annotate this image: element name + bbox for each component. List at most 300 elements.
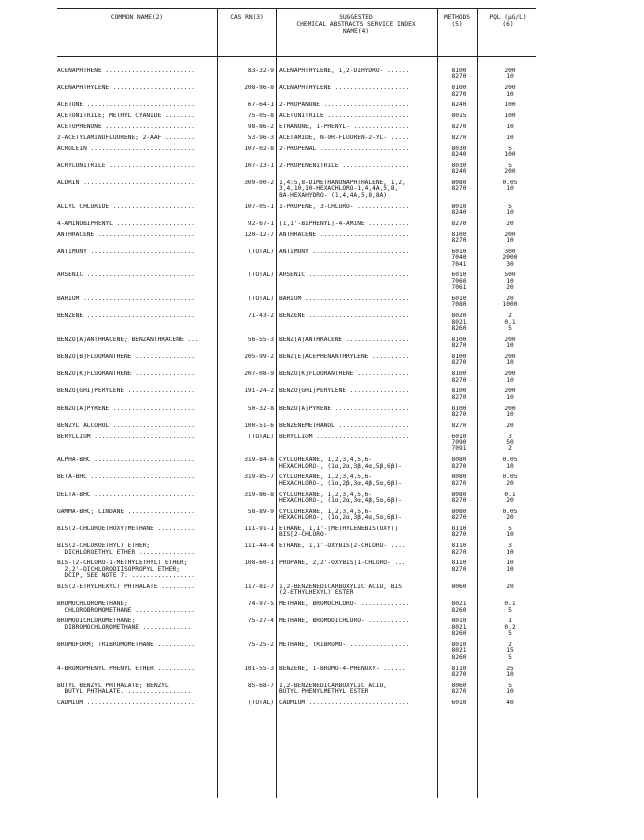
methods-cell-line: 8270 (451, 393, 467, 401)
cas-rn-cell-line: 319-85-7 (244, 474, 274, 481)
cas-rn-cell-line: 191-24-2 (244, 388, 274, 395)
common-name-cell-line: 4-AMINOBIPHENYL ..................... (57, 220, 195, 227)
index-name-cell (279, 135, 437, 141)
header-bottom-rule (57, 56, 536, 57)
cas-rn-cell (218, 249, 274, 255)
methods-cell (440, 618, 478, 637)
table-row (0, 124, 644, 130)
pql-cell-line: 5 (508, 526, 512, 532)
pql-cell-line: 20 (506, 422, 514, 429)
index-name-cell (279, 337, 437, 343)
cas-rn-cell-line: 107-05-1 (244, 203, 274, 210)
common-name-cell-line: CADMIUM ............................. (57, 700, 195, 706)
common-name-cell (57, 683, 215, 696)
methods-cell (440, 700, 478, 706)
common-name-cell-line: BENZO[A]PYRENE ...................... (57, 405, 195, 412)
index-name-cell-line: CYCLOHEXANE, 1,2,3,4,5,6- (279, 491, 373, 498)
cas-rn-cell-line: (TOTAL) (247, 272, 274, 279)
cas-rn-cell (218, 354, 274, 360)
pql-cell (480, 371, 540, 384)
methods-cell-line: 8020 (451, 313, 467, 320)
common-name-cell-line: DIBROMOCHLOROMETHANE ............. (57, 623, 192, 631)
methods-cell-line: 8010 (451, 618, 467, 625)
common-name-cell (57, 601, 215, 614)
common-name-cell-line: BUTYL PHTHALATE. ................. (57, 688, 192, 696)
pql-cell-line: 20 (506, 479, 514, 487)
cas-rn-cell-line: 75-05-8 (247, 113, 274, 120)
header-cas-rn: CAS RN(3) (230, 14, 264, 21)
common-name-cell (57, 666, 215, 672)
methods-cell-line: 8270 (451, 548, 467, 556)
cas-rn-cell-line: 111-44-4 (244, 543, 274, 550)
index-name-cell (279, 249, 437, 255)
methods-cell-line: 8015 (451, 113, 467, 120)
methods-cell-line: 6010 (451, 433, 467, 440)
methods-cell (440, 296, 478, 309)
cas-rn-cell (218, 232, 274, 238)
methods-cell (440, 371, 478, 384)
methods-cell-line: 8270 (451, 90, 467, 98)
cas-rn-cell (218, 296, 274, 302)
common-name-cell-line: 4-BROMOPHENYL PHENYL ETHER .......... (57, 665, 195, 672)
methods-cell (440, 423, 478, 429)
pql-cell-line: 10 (506, 236, 514, 244)
pql-cell (480, 509, 540, 522)
methods-cell-line: 8100 (451, 354, 467, 360)
common-name-cell-line: ACRYLONITRILE ....................... (57, 162, 195, 169)
index-name-cell (279, 113, 437, 119)
common-name-cell-line: DELTA-BHC ........................... (57, 491, 195, 498)
pql-cell (480, 221, 540, 227)
pql-cell-line: 2 (508, 445, 512, 453)
cas-rn-cell-line: 107-02-8 (244, 145, 274, 152)
pql-cell-line: 10 (506, 548, 514, 556)
cas-rn-cell (218, 601, 274, 607)
cas-rn-cell-line: 207-08-9 (244, 371, 274, 378)
cas-rn-cell-line: (TOTAL) (247, 296, 274, 302)
methods-cell (440, 457, 478, 470)
pql-cell (480, 249, 540, 268)
methods-cell-line: 8270 (451, 422, 467, 429)
common-name-cell (57, 457, 215, 463)
methods-cell-line: 8021 (451, 623, 467, 631)
cas-rn-cell-line: 83-32-9 (247, 68, 274, 74)
methods-cell-line: 8260 (451, 653, 467, 661)
common-name-cell (57, 146, 215, 152)
index-name-cell-line: BENZ[A]ANTHRACENE ................. (279, 336, 410, 343)
common-name-cell (57, 296, 215, 302)
methods-cell (440, 666, 478, 679)
pql-cell-line: 200 (504, 168, 516, 176)
cas-rn-cell-line: 319-86-8 (244, 491, 274, 498)
table-row (0, 296, 644, 309)
pql-cell-line: 20 (506, 514, 514, 522)
common-name-cell (57, 232, 215, 238)
pql-cell-line: 10 (506, 531, 514, 539)
index-name-cell-line: HEXACHLORO-, (1α,2β,3α,4β,5α,6β)- (279, 479, 402, 487)
pql-cell-line: 100 (504, 102, 516, 109)
pql-cell-line: 10 (506, 393, 514, 401)
methods-cell-line: 8110 (451, 665, 467, 672)
methods-cell (440, 102, 478, 108)
index-name-cell (279, 354, 437, 360)
table-row (0, 232, 644, 245)
cas-rn-cell (218, 700, 274, 706)
pql-cell-line: 300 (504, 248, 516, 255)
pql-cell (480, 272, 540, 291)
methods-cell-line: 8270 (451, 496, 467, 504)
index-name-cell-line: BENZO[GHI]PERYLENE ................ (279, 388, 410, 395)
table-row (0, 204, 644, 217)
cas-rn-cell-line: 101-55-3 (244, 665, 274, 672)
index-name-cell (279, 68, 437, 74)
index-name-cell (279, 85, 437, 91)
common-name-cell (57, 354, 215, 360)
methods-cell-line: 8240 (451, 168, 467, 176)
cas-rn-cell-line: (TOTAL) (247, 248, 274, 255)
index-name-cell-line: ETHANONE, 1-PHENYL- ............... (279, 124, 410, 130)
pql-cell (480, 601, 540, 614)
methods-cell-line: 6010 (451, 296, 467, 302)
methods-cell (440, 337, 478, 350)
pql-cell (480, 683, 540, 696)
index-name-cell (279, 434, 437, 440)
index-name-cell-line: BENZENE ........................... (279, 313, 410, 320)
index-name-cell (279, 388, 437, 394)
cas-rn-cell-line: 56-55-3 (247, 336, 274, 343)
cas-rn-cell (218, 124, 274, 130)
pql-cell-line: 10 (506, 560, 514, 567)
table-row (0, 113, 644, 119)
common-name-cell-line: BIS(2-ETHYLHEXYL) PHTHALATE ......... (57, 584, 195, 590)
table-row (0, 249, 644, 268)
cas-rn-cell-line: (TOTAL) (247, 433, 274, 440)
pql-cell (480, 232, 540, 245)
methods-cell (440, 474, 478, 487)
pql-cell (480, 146, 540, 159)
common-name-cell-line: ACETONE ............................. (57, 102, 195, 109)
methods-cell-line: 8270 (451, 342, 467, 350)
cas-rn-cell (218, 313, 274, 319)
table-row (0, 618, 644, 637)
index-name-cell (279, 221, 437, 227)
common-name-cell-line: BENZO[GHI]PERYLENE .................. (57, 388, 195, 395)
index-name-cell-line: ETHANE, 1,1'-OXYBIS[2-CHLORO- .... (279, 543, 406, 550)
methods-cell-line: 8060 (451, 584, 467, 590)
common-name-cell (57, 85, 215, 91)
table-row (0, 423, 644, 429)
cas-rn-cell-line: 71-43-2 (247, 313, 274, 320)
pql-cell-line: 30 (506, 260, 514, 268)
methods-cell-line: 7090 (451, 438, 467, 446)
index-name-cell-line: ANTIMONY .......................... (279, 248, 410, 255)
cas-rn-cell-line: 205-99-2 (244, 354, 274, 360)
methods-cell-line: 8270 (451, 73, 467, 81)
pql-cell (480, 313, 540, 332)
methods-cell-line: 8030 (451, 145, 467, 152)
pql-cell (480, 700, 540, 706)
pql-cell-line: 5 (508, 630, 512, 638)
index-name-cell (279, 272, 437, 278)
table-row (0, 474, 644, 487)
cas-rn-cell-line: 100-51-6 (244, 422, 274, 429)
index-name-cell (279, 124, 437, 130)
common-name-cell-line: 2-ACETYLAMINOFLUORENE; 2-AAF ........ (57, 134, 195, 141)
pql-cell-line: 100 (504, 150, 516, 158)
common-name-cell (57, 509, 215, 515)
index-name-cell-line: ACENAPHTHYLENE .................... (279, 85, 410, 92)
pql-cell-line: 5 (508, 682, 512, 689)
index-name-cell (279, 509, 437, 522)
methods-cell-line: 8010 (451, 642, 467, 648)
pql-cell-line: 10 (506, 359, 514, 367)
pql-cell-line: 10 (506, 462, 514, 470)
pql-cell-line: 0.2 (504, 623, 516, 631)
cas-rn-cell-line: 111-91-1 (244, 526, 274, 532)
common-name-cell (57, 474, 215, 480)
methods-cell (440, 146, 478, 159)
common-name-cell (57, 204, 215, 210)
table-row (0, 526, 644, 539)
index-name-cell-line: CYCLOHEXANE, 1,2,3,4,5,6- (279, 508, 373, 515)
cas-rn-cell-line: 75-27-4 (247, 618, 274, 625)
table-row (0, 68, 644, 81)
pql-cell-line: 10 (506, 410, 514, 418)
index-name-cell-line: 1,4:5,8-DIMETHANONAPHTHALENE, 1,2, (279, 180, 406, 186)
methods-cell-line: 8270 (451, 410, 467, 418)
methods-cell (440, 124, 478, 130)
table-row (0, 434, 644, 453)
cas-rn-cell-line: 50-32-8 (247, 405, 274, 412)
methods-cell (440, 85, 478, 98)
pql-cell (480, 388, 540, 401)
index-name-cell (279, 642, 437, 648)
header-common-name: COMMON NAME(2) (110, 14, 164, 21)
common-name-cell-line: 2,2'-DICHLORODIISOPROPYL ETHER; (57, 565, 180, 573)
methods-cell-line: 7080 (451, 301, 467, 309)
index-name-cell (279, 474, 437, 487)
common-name-cell-line: ACETOPHENONE ........................ (57, 124, 195, 130)
methods-cell-line: 8270 (451, 376, 467, 384)
index-name-cell (279, 526, 437, 539)
pql-cell (480, 124, 540, 130)
methods-cell-line: 8100 (451, 388, 467, 395)
pql-cell-line: 5 (508, 606, 512, 614)
common-name-cell (57, 102, 215, 108)
pql-cell (480, 492, 540, 505)
methods-cell-line: 8100 (451, 85, 467, 92)
common-name-cell (57, 423, 215, 429)
common-name-cell (57, 124, 215, 130)
cas-rn-cell-line: 108-60-1 (244, 560, 274, 567)
table-row (0, 642, 644, 661)
cas-rn-cell (218, 371, 274, 377)
table-row (0, 406, 644, 419)
methods-cell-line: 6010 (451, 272, 467, 279)
cas-rn-cell-line: (TOTAL) (247, 700, 274, 706)
common-name-cell (57, 618, 215, 631)
methods-cell (440, 272, 478, 291)
methods-cell (440, 434, 478, 453)
methods-cell (440, 354, 478, 367)
index-name-cell-line: PROPANE, 2,2'-OXYBIS[1-CHLORO- ... (279, 560, 406, 567)
pql-cell (480, 474, 540, 487)
methods-cell-line: 8270 (451, 124, 467, 130)
pql-cell-line: 3 (508, 433, 512, 440)
cas-rn-cell (218, 102, 274, 108)
pql-cell-line: 15 (506, 647, 514, 655)
common-name-cell-line: BENZO[A]ANTHRACENE; BENZANTHRACENE ... (57, 336, 199, 343)
pql-cell-line: 2 (508, 642, 512, 648)
methods-cell-line: 8270 (451, 688, 467, 696)
methods-cell-line: 7040 (451, 254, 467, 262)
methods-cell (440, 388, 478, 401)
pql-cell-line: 10 (506, 90, 514, 98)
table-row (0, 683, 644, 696)
cas-rn-cell-line: 208-96-8 (244, 85, 274, 92)
index-name-cell-line: 2-PROPANONE ....................... (279, 102, 410, 109)
cas-rn-cell-line: 92-67-1 (247, 220, 274, 227)
common-name-cell-line: ALPHA-BHC ........................... (57, 457, 195, 464)
methods-cell (440, 163, 478, 176)
pql-cell-line: 200 (504, 85, 516, 92)
pql-cell-line: 0.1 (504, 318, 516, 326)
methods-cell (440, 509, 478, 522)
methods-cell (440, 543, 478, 556)
cas-rn-cell (218, 113, 274, 119)
header-pql: PQL (µG/L) (6) (489, 14, 527, 28)
common-name-cell-line: BROMODICHLOROMETHANE; (57, 618, 136, 625)
pql-cell-line: 5 (508, 324, 512, 332)
pql-cell-line: 5 (508, 653, 512, 661)
cas-rn-cell (218, 509, 274, 515)
pql-cell-line: 2000 (502, 254, 518, 262)
cas-rn-cell (218, 474, 274, 480)
index-name-cell-line: ACETAMIDE, N-9H-FLUOREN-2-YL- ..... (279, 134, 410, 141)
methods-cell-line: 8080 (451, 491, 467, 498)
index-name-cell (279, 296, 437, 302)
table-row (0, 584, 644, 597)
methods-cell-line: 8110 (451, 543, 467, 550)
methods-cell-line: 8240 (451, 208, 467, 216)
table-row (0, 601, 644, 614)
methods-cell (440, 560, 478, 573)
pql-cell-line: 0.05 (502, 508, 518, 515)
methods-cell-line: 6010 (451, 700, 467, 706)
index-name-cell-line: CYCLOHEXANE, 1,2,3,4,5,6- (279, 474, 373, 481)
pql-cell-line: 200 (504, 388, 516, 395)
common-name-cell-line: BUTYL BENZYL PHTHALATE; BENZYL (57, 682, 169, 689)
cas-rn-cell (218, 666, 274, 672)
methods-cell-line: 8240 (451, 150, 467, 158)
pql-cell-line: 10 (506, 670, 514, 678)
pql-cell (480, 354, 540, 367)
index-name-cell (279, 371, 437, 377)
pql-cell-line: 5 (508, 145, 512, 152)
methods-cell (440, 601, 478, 614)
methods-cell-line: 8270 (451, 479, 467, 487)
cas-rn-cell (218, 221, 274, 227)
common-name-cell (57, 337, 215, 343)
methods-cell-line: 8080 (451, 457, 467, 464)
cas-rn-cell (218, 543, 274, 549)
pql-cell (480, 618, 540, 637)
methods-cell-line: 8260 (451, 630, 467, 638)
cas-rn-cell (218, 642, 274, 648)
index-name-cell-line: METHANE, BROMOCHLORO- ............. (279, 601, 410, 608)
common-name-cell (57, 543, 215, 556)
cas-rn-cell-line: 85-68-7 (247, 682, 274, 689)
common-name-cell-line: DCIP, SEE NOTE 7. ................. (57, 572, 195, 580)
common-name-cell-line: BENZO[B]FLUORANTHENE ................ (57, 354, 195, 360)
methods-cell (440, 683, 478, 696)
common-name-cell (57, 584, 215, 590)
index-name-cell (279, 601, 437, 607)
methods-cell-line: 8030 (451, 162, 467, 169)
pql-cell (480, 560, 540, 573)
pql-cell-line: 10 (506, 124, 514, 130)
methods-cell-line: 8270 (451, 531, 467, 539)
pql-cell (480, 135, 540, 141)
methods-cell-line: 8100 (451, 231, 467, 238)
table-row (0, 509, 644, 522)
cas-rn-cell (218, 272, 274, 278)
common-name-cell-line: BENZENE ............................. (57, 313, 195, 320)
common-name-cell-line: ALDRIN .............................. (57, 180, 195, 186)
index-name-cell (279, 666, 437, 672)
methods-cell (440, 232, 478, 245)
table-row (0, 272, 644, 291)
methods-cell-line: 8010 (451, 203, 467, 210)
pql-cell-line: 20 (506, 584, 514, 590)
index-name-cell (279, 492, 437, 505)
index-name-cell-line: BENZENE, 1-BROMO-4-PHENOXY- ...... (279, 665, 406, 672)
pql-cell-line: 10 (506, 565, 514, 573)
table-row (0, 700, 644, 706)
cas-rn-cell (218, 683, 274, 689)
pql-cell (480, 102, 540, 108)
table-row (0, 313, 644, 332)
common-name-cell-line: DICHLOROETHYL ETHER ............... (57, 548, 195, 556)
cas-rn-cell (218, 180, 274, 186)
pql-cell-line: 10 (506, 342, 514, 350)
index-name-cell-line: HEXACHLORO-, (1α,2α,3α,4β,5α,6β)- (279, 496, 402, 504)
methods-cell-line: 8270 (451, 359, 467, 367)
pql-cell-line: 3 (508, 543, 512, 550)
methods-cell-line: 8060 (451, 682, 467, 689)
index-name-cell-line: 2-PROPENAL ........................ (279, 145, 410, 152)
index-name-cell-line: ARSENIC ........................... (279, 272, 410, 279)
methods-cell (440, 180, 478, 193)
pql-cell-line: 20 (506, 496, 514, 504)
index-name-cell-line: CYCLOHEXANE, 1,2,3,4,5,6- (279, 457, 373, 464)
pql-cell-line: 100 (504, 113, 516, 120)
methods-cell-line: 8021 (451, 647, 467, 655)
common-name-cell-line: ACENAPHTHENE ........................ (57, 68, 195, 74)
index-name-cell (279, 232, 437, 238)
pql-cell-line: 1000 (502, 301, 518, 309)
common-name-cell-line: BARIUM .............................. (57, 296, 195, 302)
methods-cell (440, 204, 478, 217)
cas-rn-cell-line: 319-84-6 (244, 457, 274, 464)
methods-cell (440, 135, 478, 141)
index-name-cell (279, 180, 437, 199)
methods-cell-line: 8110 (451, 560, 467, 567)
index-name-cell (279, 313, 437, 319)
pql-cell-line: 20 (506, 220, 514, 227)
methods-cell-line: 6010 (451, 248, 467, 255)
table-row (0, 85, 644, 98)
